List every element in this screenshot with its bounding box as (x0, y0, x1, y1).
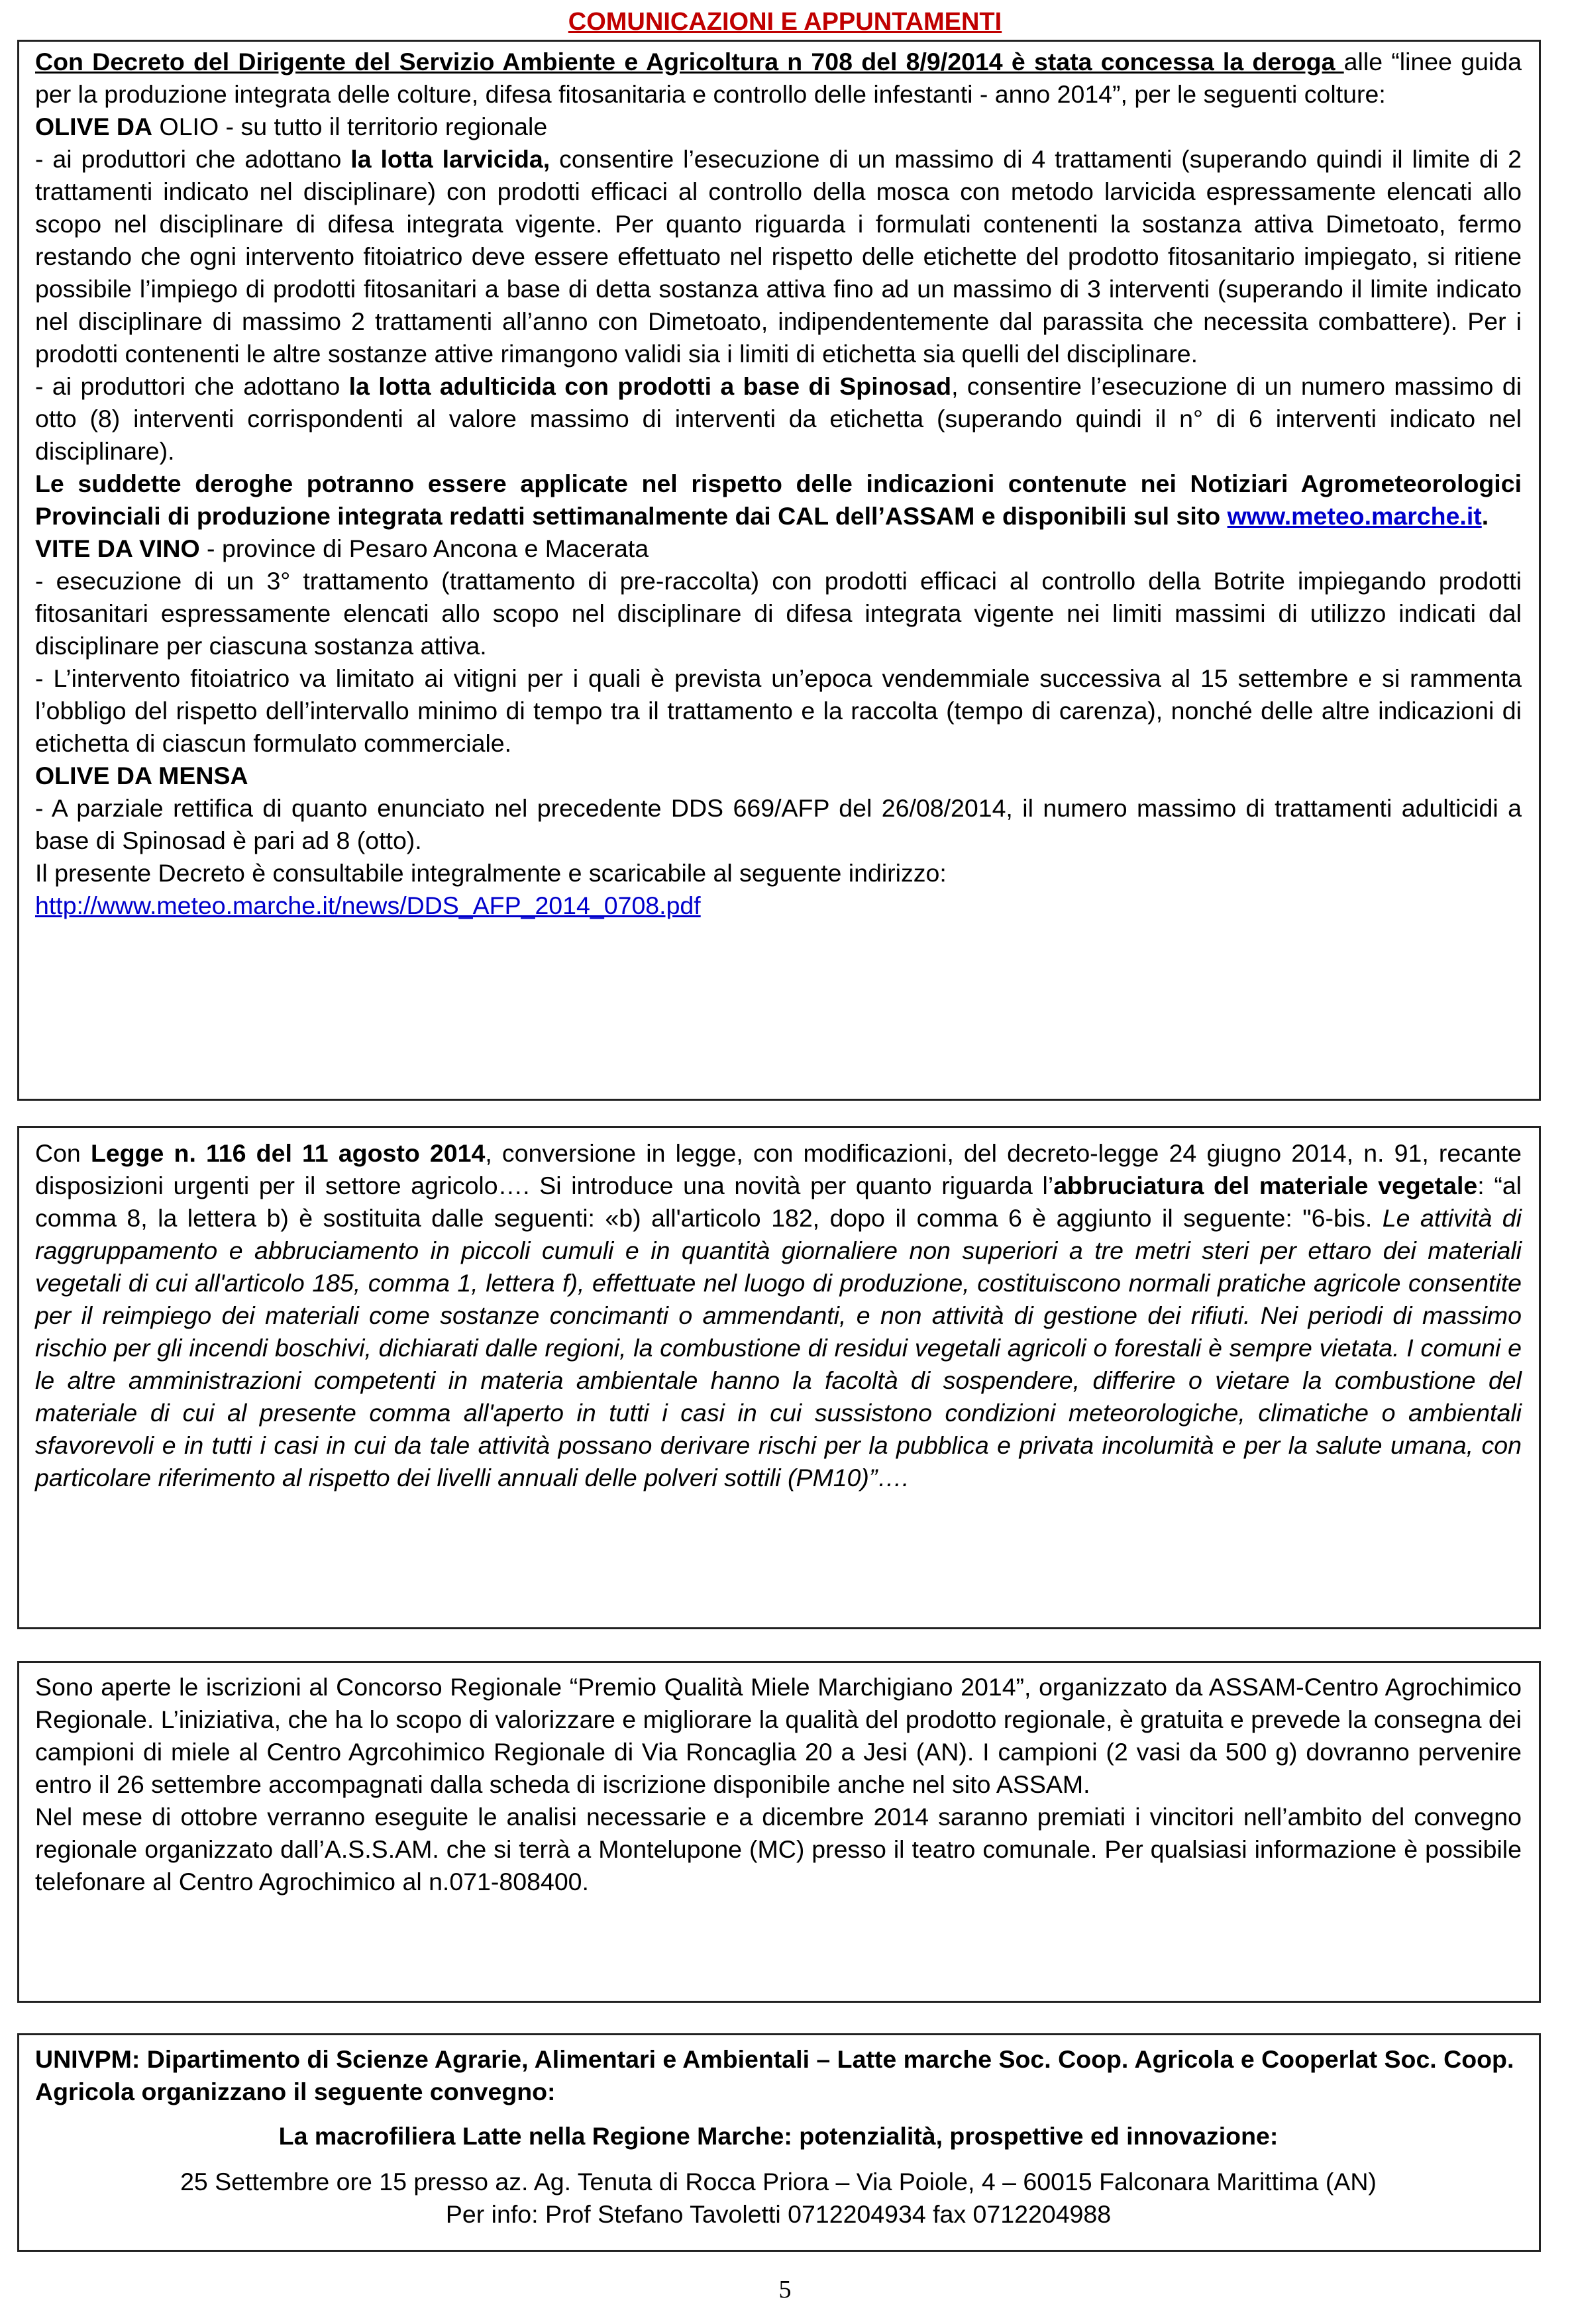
decree-intro-paragraph (35, 46, 1522, 111)
larvicida-paragraph (35, 143, 1522, 370)
premio-miele-box (17, 1661, 1541, 2003)
mensa-heading: OLIVE DA MENSA (35, 762, 248, 789)
consult-paragraph: Il presente Decreto è consultabile integralmente e scaricabile al seguente indirizzo: (35, 859, 947, 887)
mensa-paragraph: - A parziale rettifica di quanto enunciato nel precedente DDS 669/AFP del 26/08/2014, il numero massimo di trattamenti adulticidi a base di Spinosad è pari ad 8 (otto). (35, 794, 1522, 854)
legge-t5: : “al comma 8, la lettera b) è sostituita dalle seguenti: «b) all'articolo 182, dopo il comma 6 è aggiunto il seguente: "6-bis. (35, 1172, 1522, 1232)
decree-intro: alle “linee guida per la produzione integrata delle colture, difesa fitosanitaria e controllo delle infestanti - anno 2014”, per le seguenti colture: (35, 48, 1522, 108)
olive-olio-heading-line (35, 111, 1522, 143)
vite-heading: VITE DA VINO (35, 534, 200, 562)
legge-number: Legge n. 116 del 11 agosto 2014 (90, 1139, 486, 1167)
abbruciatura-term: abbruciatura del materiale vegetale (1053, 1172, 1478, 1199)
page-number: 5 (778, 2276, 792, 2303)
vite-paragraph-1: - esecuzione di un 3° trattamento (trattamento di pre-raccolta) con prodotti efficaci al controllo della Botrite impiegando prodotti fitosanitari espressamente elencati allo scopo nel disciplinare di difesa integrata vigente nei limiti massimi di utilizzo indicati dal disciplinare per ciascuna sostanza attiva. (35, 567, 1522, 660)
decree-deroga-box (17, 40, 1541, 1101)
vite-paragraph-2: - L’intervento fitoiatrico va limitato ai vitigni per i quali è prevista un’epoca vendemmiale successiva al 15 settembre e si rammenta l’obbligo del rispetto dell’intervallo minimo di tempo tra il trattamento e la raccolta (tempo di carenza), nonché delle altre indicazioni di etichetta di ciascun formulato commerciale. (35, 664, 1522, 757)
convegno-box (17, 2033, 1541, 2252)
convegno-place: 25 Settembre ore 15 presso az. Ag. Tenuta di Rocca Priora – Via Poiole, 4 – 60015 Falconara Marittima (AN) (180, 2168, 1377, 2196)
deroghe-paragraph (35, 468, 1522, 532)
adulticida-prefix: - ai produttori che adottano (35, 372, 349, 400)
adulticida-bold: la lotta adulticida con prodotti a base di Spinosad (348, 372, 952, 400)
miele-paragraph-2: Nel mese di ottobre verranno eseguite le analisi necessarie e a dicembre 2014 saranno premiati i vincitori nell’ambito del convegno regionale organizzato dall’A.S.S.AM. che si terrà a Montelupone (MC) presso il teatro comunale. Per qualsiasi informazione è possibile telefonare al Centro Agrochimico al n.071-808400. (35, 1803, 1522, 1895)
legge-paragraph (35, 1137, 1522, 1494)
larvicida-bold: la lotta larvicida, (350, 145, 550, 173)
decree-title: Con Decreto del Dirigente del Servizio Ambiente e Agricoltura n 708 del 8/9/2014 è stata concessa la deroga (35, 48, 1344, 76)
convegno-title: La macrofiliera Latte nella Regione Marche: potenzialità, prospettive ed innovazione: (278, 2122, 1279, 2150)
deroghe-text: Le suddette deroghe potranno essere applicate nel rispetto delle indicazioni contenute nei Notiziari Agrometeorologici Provinciali di produzione integrata redatti settimanalmente dai CAL dell’ASSAM e disponibili sul sito (35, 470, 1522, 530)
larvicida-text: consentire l’esecuzione di un massimo di 4 trattamenti (superando quindi il limite di 2 trattamenti indicato nel disciplinare) con prodotti efficaci al controllo della mosca con metodo larvicida espressamente elencati allo scopo nel disciplinare di difesa integrata vigente. Per quanto riguarda i formulati contenenti la sostanza attiva Dimetoato, fermo restando che ogni intervento fitoiatrico deve essere effettuato nel rispetto delle etichette del prodotto fitosanitario impiegato, si ritiene possibile l’impiego di prodotti fitosanitari a base di detta sostanza attiva fino ad un massimo di 3 interventi (superando il limite indicato nel disciplinare di massimo 2 trattamenti all’anno con Dimetoato, indipendentemente dal parassita che necessita combattere). Per i prodotti contenenti le altre sostanze attive rimangono validi sia i limiti di etichetta sia quelli del disciplinare. (35, 145, 1522, 368)
adulticida-text: , consentire l’esecuzione di un numero massimo di otto (8) interventi corrispondenti al valore massimo di interventi da etichetta (superando quindi il n° di 6 interventi indicato nel disciplinare). (35, 372, 1522, 465)
convegno-organizers: UNIVPM: Dipartimento di Scienze Agrarie, Alimentari e Ambientali – Latte marche Soc. Coop. Agricola e Cooperlat Soc. Coop. Agricola organizzano il seguente convegno: (35, 2045, 1514, 2105)
legge-t1: Con (35, 1139, 91, 1167)
miele-paragraph-1: Sono aperte le iscrizioni al Concorso Regionale “Premio Qualità Miele Marchigiano 2014”, organizzato da ASSAM-Centro Agrochimico Regionale. L’iniziativa, che ha lo scopo di valorizzare e migliorare la qualità del prodotto regionale, è gratuita e prevede la consegna dei campioni di miele al Centro Agrcohimico Regionale di Via Roncaglia 20 a Jesi (AN). I campioni (2 vasi da 500 g) dovranno pervenire entro il 26 settembre accompagnati dalla scheda di iscrizione disponibile anche nel sito ASSAM. (35, 1673, 1522, 1798)
deroghe-end: . (1481, 502, 1489, 530)
legge-t3: , conversione in legge, con modificazioni, del decreto-legge 24 giugno 2014, n. 91, recante disposizioni urgenti per il settore agricolo…. Si introduce una novità per quanto riguarda l’ (35, 1139, 1522, 1199)
vite-scope: - province di Pesaro Ancona e Macerata (199, 534, 649, 562)
convegno-info: Per info: Prof Stefano Tavoletti 0712204934 fax 0712204988 (445, 2200, 1112, 2228)
decree-pdf-link[interactable]: http://www.meteo.marche.it/news/DDS_AFP_2014_0708.pdf (35, 891, 701, 919)
adulticida-paragraph (35, 370, 1522, 468)
olive-olio-scope: OLIO - su tutto il territorio regionale (152, 113, 548, 140)
legge-116-box (17, 1126, 1541, 1629)
legge-quote-italic: Le attività di raggruppamento e abbruciamento in piccoli cumuli e in quantità giornaliere non superiori a tre metri steri per ettaro dei materiali vegetali di cui all'articolo 185, comma 1, lettera f), effettuate nel luogo di produzione, costituiscono normali pratiche agricole consentite per il reimpiego dei materiali come sostanze concimanti o ammendanti, e non attività di gestione dei rifiuti. Nei periodi di massimo rischio per gli incendi boschivi, dichiarati dalle regioni, la combustione di residui vegetali agricoli o forestali è sempre vietata. I comuni e le altre amministrazioni competenti in materia ambientale hanno la facoltà di sospendere, differire o vietare la combustione del materiale di cui al presente comma all'aperto in tutti i casi in cui sussistono condizioni meteorologiche, climatiche o ambientali sfavorevoli e in tutti i casi in cui da tale attività possano derivare rischi per la pubblica e privata incolumità e per la salute umana, con particolare riferimento al rispetto dei livelli annuali delle polveri sottili (PM10)”…. (35, 1204, 1522, 1491)
larvicida-prefix: - ai produttori che adottano (35, 145, 351, 173)
page-title: COMUNICAZIONI E APPUNTAMENTI (568, 8, 1002, 36)
olive-olio-heading: OLIVE DA (35, 113, 153, 140)
meteo-marche-link[interactable]: www.meteo.marche.it (1227, 502, 1482, 530)
vite-heading-line (35, 532, 1522, 565)
